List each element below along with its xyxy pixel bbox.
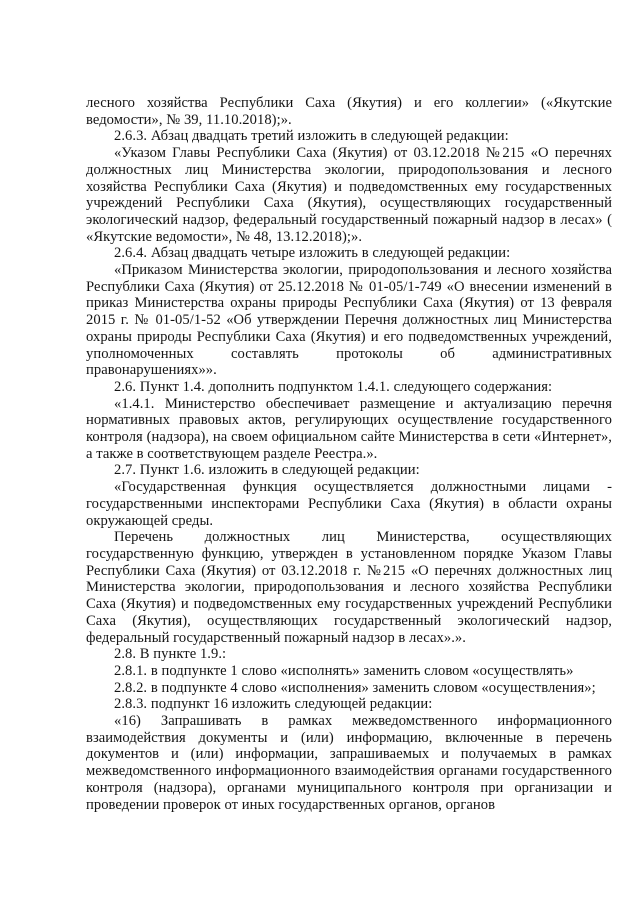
paragraph-1-4-1: «1.4.1. Министерство обеспечивает размещение и актуализацию перечня нормативных правовых актов, регулирующих осуществление государственного контроля (надзора), на своем официальном сайте Министерства в сети «Интернет», а также в соответствующем разделе Реестра.». bbox=[86, 395, 612, 462]
paragraph-2-8-3: 2.8.3. подпункт 16 изложить следующей редакции: bbox=[114, 696, 433, 713]
paragraph-perechen: Перечень должностных лиц Министерства, осуществляющих государственную функцию, утвержден в установленном порядке Указом Главы Республики Саха (Якутия) от 03.12.2018 г. №215 «О перечнях должностных лиц Министерства экологии, природопользования и лесного хозяйства Республики Саха (Якутия) и подведомственных ему государственных учреждений Республики Саха (Якутия), осуществляющих государственный экологический надзор, федеральный государственный пожарный надзор в лесах».». bbox=[86, 529, 612, 646]
paragraph-continuation: лесного хозяйства Республики Саха (Якутия) и его коллегии» («Якутские ведомости», № 39, 11.10.2018);». bbox=[86, 95, 612, 128]
paragraph-2-8-2: 2.8.2. в подпункте 4 слово «исполнения» заменить словом «осуществления»; bbox=[114, 679, 596, 696]
paragraph-2-7: 2.7. Пункт 1.6. изложить в следующей редакции: bbox=[114, 462, 420, 479]
paragraph-2-6-3: 2.6.3. Абзац двадцать третий изложить в следующей редакции: bbox=[114, 128, 509, 145]
paragraph-ukaz-quote: «Указом Главы Республики Саха (Якутия) от 03.12.2018 №215 «О перечнях должностных лиц Министерства экологии, природопользования и лесного хозяйства Республики Саха (Якутия) и подведомственных ему государственных учреждений Республики Саха (Якутия), осуществляющих государственный экологический надзор, федеральный государственный пожарный надзор в лесах» ( «Якутские ведомости», № 48, 13.12.2018);». bbox=[86, 145, 612, 245]
paragraph-gos-function: «Государственная функция осуществляется должностными лицами - государственными инспекторами Республики Саха (Якутия) в области охраны окружающей среды. bbox=[86, 479, 612, 529]
paragraph-16: «16) Запрашивать в рамках межведомственного информационного взаимодействия документы и (или) информацию, включенные в перечень документов и (или) информации, запрашиваемых и получаемых в рамках межведомственного информационного взаимодействия органами государственного контроля (надзора), органами муниципального контроля при организации и проведении проверок от иных государственных органов, органов bbox=[86, 713, 612, 813]
paragraph-2-6-4: 2.6.4. Абзац двадцать четыре изложить в следующей редакции: bbox=[114, 245, 511, 262]
paragraph-prikaz-quote: «Приказом Министерства экологии, природопользования и лесного хозяйства Республики Саха (Якутия) от 25.12.2018 № 01-05/1-749 «О внесении изменений в приказ Министерства охраны природы Республики Саха (Якутия) от 13 февраля 2015 г. № 01-05/1-52 «Об утверждении Перечня должностных лиц Министерства охраны природы Республики Саха (Якутия) и его подведомственных учреждений, уполномоченных составлять протоколы об административных правонарушениях»». bbox=[86, 262, 612, 379]
paragraph-2-6: 2.6. Пункт 1.4. дополнить подпунктом 1.4.1. следующего содержания: bbox=[114, 378, 553, 395]
paragraph-2-8: 2.8. В пункте 1.9.: bbox=[114, 646, 227, 663]
document-body bbox=[86, 95, 612, 813]
paragraph-2-8-1: 2.8.1. в подпункте 1 слово «исполнять» заменить словом «осуществлять» bbox=[114, 662, 574, 679]
